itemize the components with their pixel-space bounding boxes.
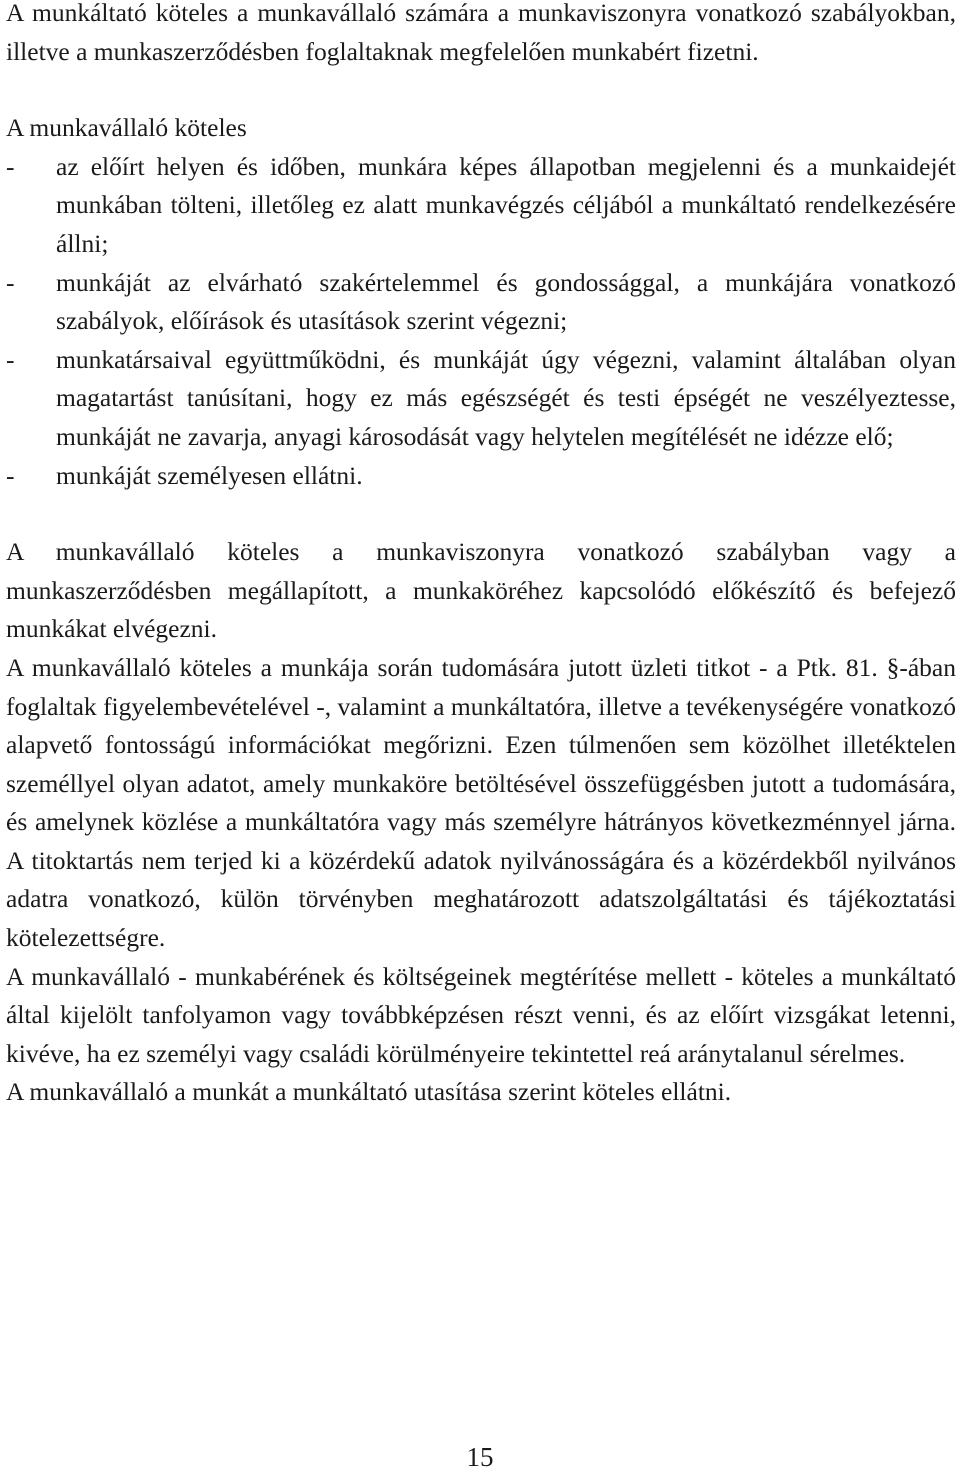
employer-wage-paragraph: A munkáltató köteles a munkavállaló számára a munkaviszonyra vonatkozó szabályokban, illetve a munkaszerződésben foglaltaknak megfelelően munkabért fizetni. — [6, 0, 956, 66]
list-item — [6, 148, 956, 264]
list-item-text: munkáját személyesen ellátni. — [56, 460, 363, 490]
document-page — [6, 0, 956, 1112]
list-item — [6, 264, 956, 341]
instruction-paragraph: A munkavállaló a munkát a munkáltató utasítása szerint köteles ellátni. — [6, 1077, 732, 1107]
list-item-text: az előírt helyen és időben, munkára képes állapotban megjelenni és a munkaidejét munkában tölteni, illetőleg ez alatt munkavégzés céljából a munkáltató rendelkezésére állni; — [56, 151, 956, 258]
list-item — [6, 341, 956, 457]
list-dash: - — [6, 460, 15, 490]
list-dash: - — [6, 267, 15, 297]
list-dash: - — [6, 344, 15, 374]
list-item-text: munkatársaival együttműködni, és munkáját úgy végezni, valamint általában olyan magatartást tanúsítani, hogy ez más egészségét és testi épségét ne veszélyeztesse, munkáját ne zavarja, anyagi károsodását vagy helytelen megítélését ne idézze elő; — [56, 344, 956, 451]
list-item — [6, 457, 956, 496]
training-paragraph: A munkavállaló - munkabérének és költségeinek megtérítése mellett - köteles a munkáltató által kijelölt tanfolyamon vagy továbbképzésen részt venni, és az előírt vizsgákat letenni, kivéve, ha ez személyi vagy családi körülményeire tekintettel reá aránytalanul sérelmes. — [6, 961, 956, 1068]
employee-obligations-list — [6, 148, 956, 495]
list-item-text: munkáját az elvárható szakértelemmel és gondossággal, a munkájára vonatkozó szabályok, előírások és utasítások szerint végezni; — [56, 267, 956, 336]
page-number: 15 — [466, 1442, 494, 1472]
confidentiality-paragraph: A munkavállaló köteles a munkája során tudomására jutott üzleti titkot - a Ptk. 81. §-ában foglaltak figyelembevételével -, valamint a munkáltatóra, illetve a tevékenységére vonatkozó alapvető fontosságú információkat megőrizni. Ezen túlmenően sem közölhet illetéktelen személlyel olyan adatot, amely munkaköre betöltésével összefüggésben jutott a tudomására, és amelynek közlése a munkáltatóra vagy más személyre hátrányos következménnyel járna. A titoktartás nem terjed ki a közérdekű adatok nyilvánosságára és a közérdekből nyilvános adatra vonatkozó, külön törvényben meghatározott adatszolgáltatási és tájékoztatási kötelezettségre. — [6, 652, 956, 953]
employee-obligations-intro: A munkavállaló köteles — [6, 113, 247, 143]
list-dash: - — [6, 151, 15, 181]
preparatory-work-paragraph: A munkavállaló köteles a munkaviszonyra vonatkozó szabályban vagy a munkaszerződésben megállapított, a munkaköréhez kapcsolódó előkészítő és befejező munkákat elvégezni. — [6, 537, 956, 644]
